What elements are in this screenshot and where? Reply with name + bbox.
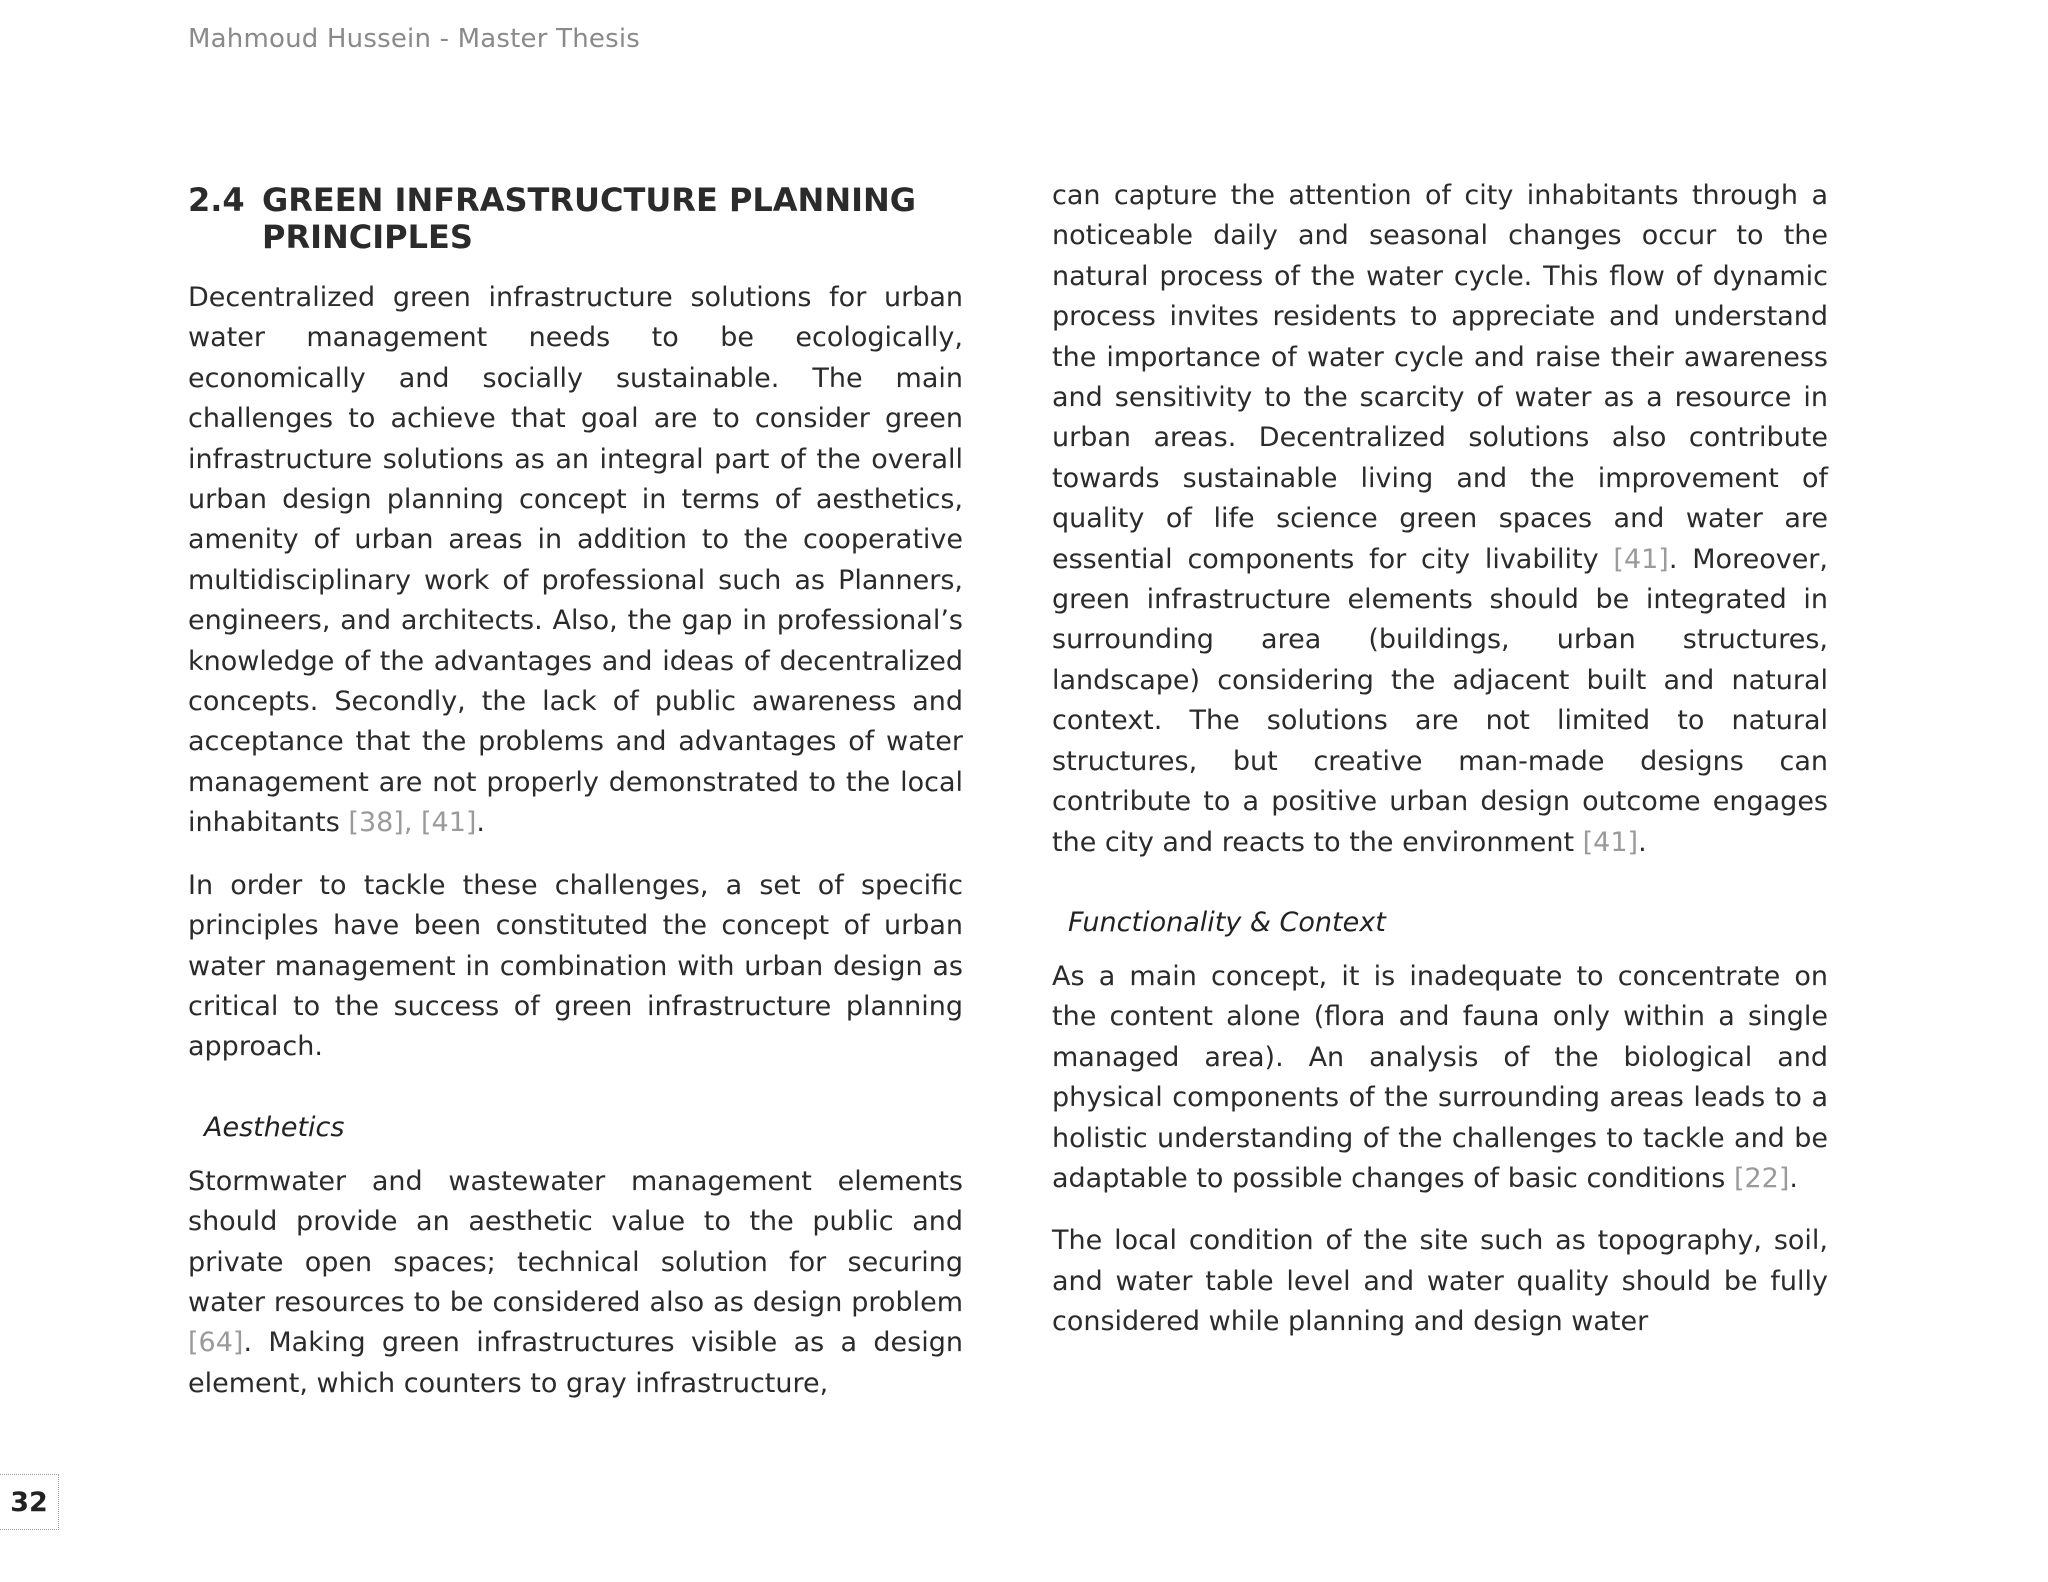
paragraph-text: . Moreover, green infrastructure elements should be integrated in surrounding area (buildings, urban structures, landscape) considering the adjacent built and natural context. The solutions are not limited to natural structures, but creative man-made designs can contribute to a positive urban design outcome engages the city and reacts to the environment [1052, 543, 1828, 858]
paragraph-text: Stormwater and wastewater management elements should provide an aesthetic value to the public and private open spaces; technical solution for securing water resources to be considered also as design problem [188, 1165, 963, 1318]
section-number: 2.4 [188, 181, 245, 219]
citation-reference: [22] [1733, 1162, 1790, 1194]
citation-reference: [41] [1582, 826, 1639, 858]
citation-reference: [64] [188, 1327, 244, 1359]
citation-reference: [41] [1613, 543, 1669, 575]
paragraph-aesthetics [188, 1162, 963, 1404]
paragraph-principles [188, 866, 963, 1068]
section-title: GREEN INFRASTRUCTURE PLANNING PRINCIPLES [262, 181, 917, 256]
page-number: 32 [0, 1474, 59, 1530]
paragraph-functionality: As a main concept, it is inadequate to concentrate on the content alone (flora and fauna only within a single managed area). An analysis of the biological and physical components of the surrounding areas leads to a holistic understanding of the challenges to tackle and be adaptable to possible changes of basic conditions [22]. [1052, 960, 1828, 1194]
paragraph-continued: can capture the attention of city inhabitants through a noticeable daily and seasonal changes occur to the natural process of the water cycle. This flow of dynamic process invites residents to appreciate and understand the importance of water cycle and raise their awareness and sensitivity to the scarcity of water as a resource in urban areas. Decentralized solutions also contribute towards sustainable living and the improvement of quality of life science green spaces and water are essential components for city livability [41]. Moreover, green infrastructure elements should be integrated in surrounding area (buildings, urban structures, landscape) considering the adjacent built and natural context. The solutions are not limited to natural structures, but creative man-made designs can contribute to a positive urban design outcome engages the city and reacts to the environment [41]. [1052, 180, 1828, 858]
citation-reference: [38], [41] [348, 807, 477, 839]
paragraph-text: Decentralized green infrastructure solutions for urban water management needs to be ecologically, economically and socially sustainable. The main challenges to achieve that goal are to consider green infrastructure solutions as an integral part of the overall urban design planning concept in terms of aesthetics, amenity of urban areas in addition to the cooperative multidisciplinary work of professional such as Planners, engineers, and architects. Also, the gap in professional’s knowledge of the advantages and ideas of decentralized concepts. Secondly, the lack of public awareness and acceptance that the problems and advantages of water management are not properly demonstrated to the local inhabitants [188, 282, 963, 839]
paragraph-text: In order to tackle these challenges, a set of specific principles have been constituted the concept of urban water management in combination with urban design as critical to the success of green infrastructure planning approach. [188, 869, 963, 1063]
paragraph-text: . Making green infrastructures visible as a design element, which counters to gray infrastructure, [188, 1327, 963, 1399]
paragraph-text: As a main concept, it is inadequate to concentrate on the content alone (flora and fauna only within a single managed area). An analysis of the biological and physical components of the surrounding areas leads to a holistic understanding of the challenges to tackle and be adaptable to possible changes of basic conditions [1052, 960, 1828, 1194]
subheading-aesthetics: Aesthetics [204, 1111, 345, 1143]
paragraph-intro: Decentralized green infrastructure solutions for urban water management needs to be ecologically, economically and socially sustainable. The main challenges to achieve that goal are to consider green infrastructure solutions as an integral part of the overall urban design planning concept in terms of aesthetics, amenity of urban areas in addition to the cooperative multidisciplinary work of professional such as Planners, engineers, and architects. Also, the gap in professional’s knowledge of the advantages and ideas of decentralized concepts. Secondly, the lack of public awareness and acceptance that the problems and advantages of water management are not properly demonstrated to the local inhabitants [38], [41]. [188, 282, 963, 839]
right-column [1052, 176, 1828, 1365]
paragraph-local-condition [1052, 1221, 1828, 1342]
paragraph-text: The local condition of the site such as topography, soil, and water table level and water quality should be fully considered while planning and design water [1052, 1225, 1828, 1338]
subheading-functionality: Functionality & Context [1068, 906, 1386, 938]
running-header: Mahmoud Hussein - Master Thesis [188, 24, 640, 54]
left-column [188, 178, 963, 1426]
paragraph-text: can capture the attention of city inhabitants through a noticeable daily and seasonal changes occur to the natural process of the water cycle. This flow of dynamic process invites residents to appreciate and understand the importance of water cycle and raise their awareness and sensitivity to the scarcity of water as a resource in urban areas. Decentralized solutions also contribute towards sustainable living and the improvement of quality of life science green spaces and water are essential components for city livability [1052, 180, 1828, 575]
section-heading [188, 182, 963, 256]
